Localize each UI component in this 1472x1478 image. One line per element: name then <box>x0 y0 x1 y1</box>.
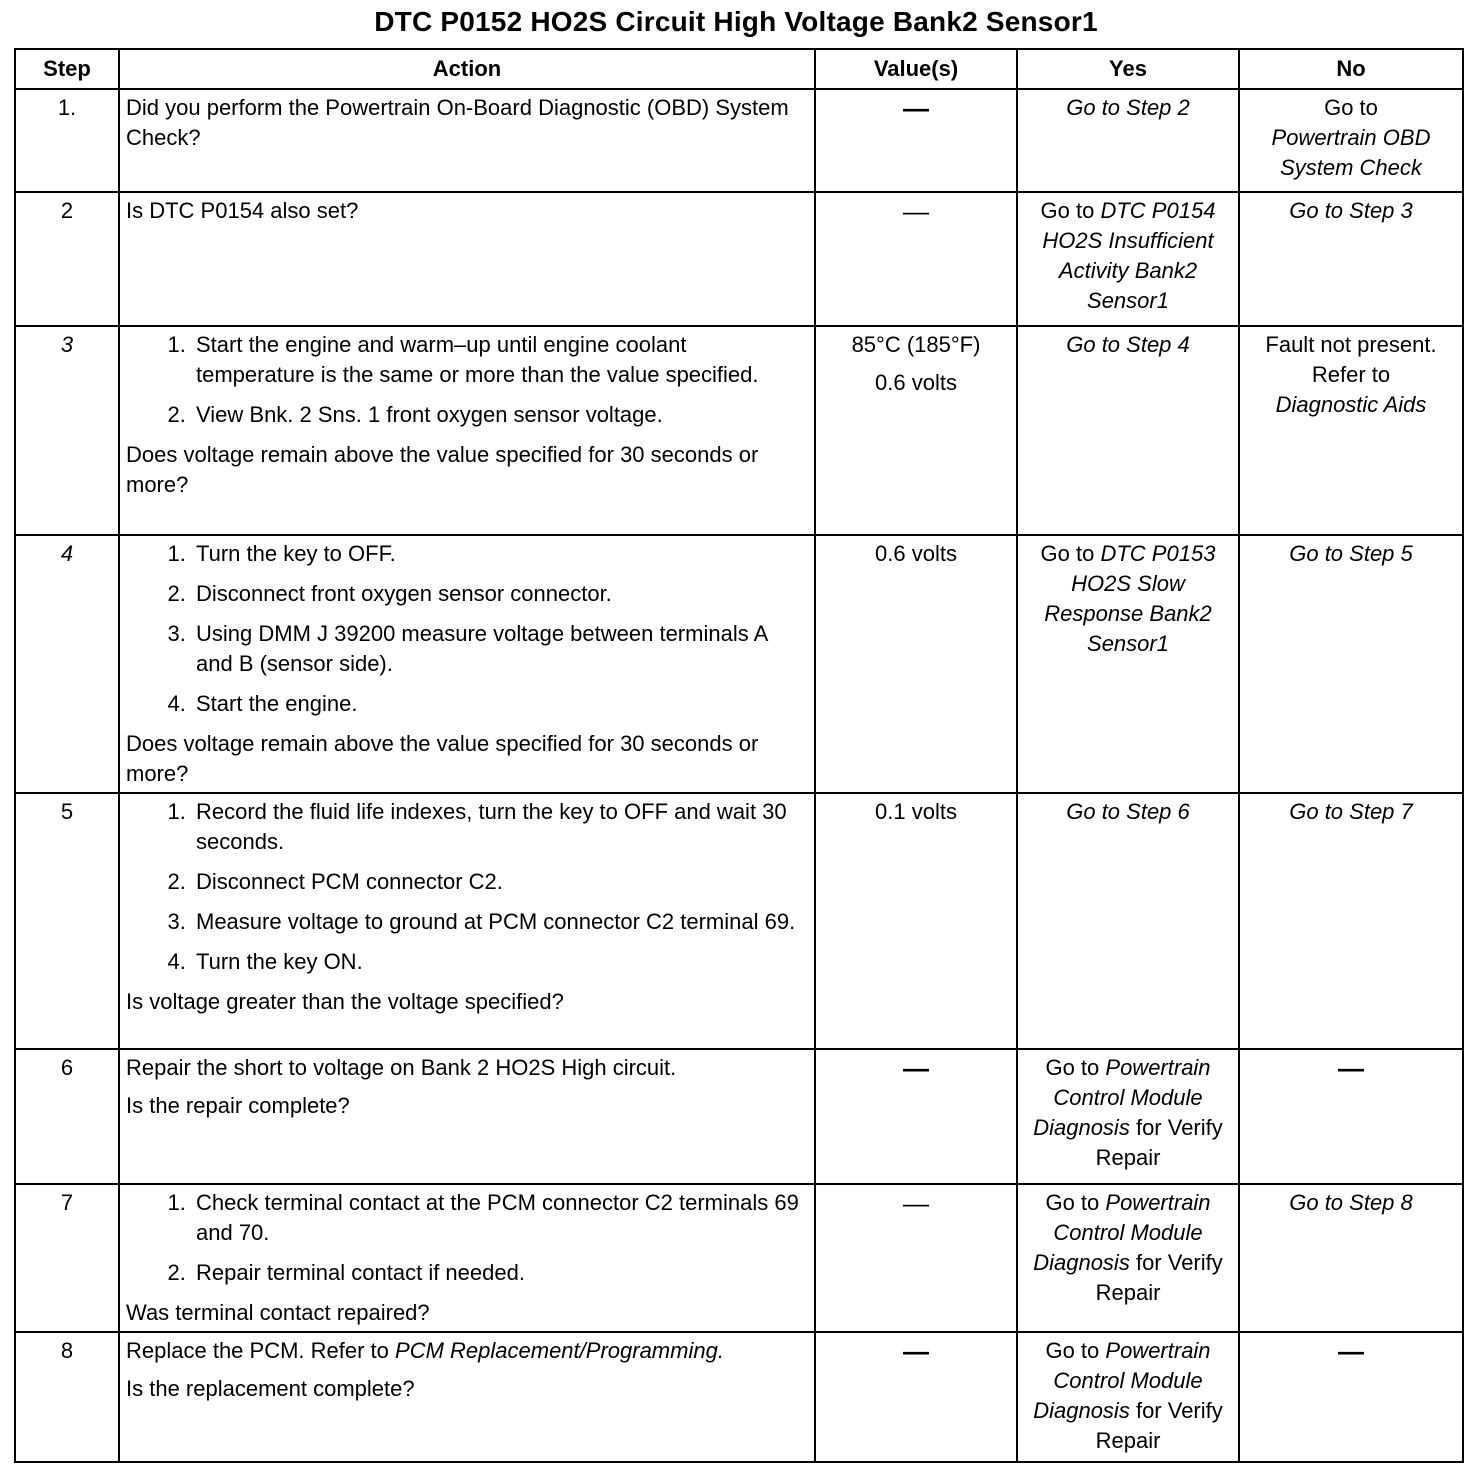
action-text <box>126 1336 808 1366</box>
page-title: DTC P0152 HO2S Circuit High Voltage Bank2 Sensor1 <box>374 6 1098 37</box>
no-dash: — <box>1338 1336 1364 1366</box>
yes-text: Go to <box>1045 1190 1100 1215</box>
no-link[interactable]: Diagnostic Aids <box>1275 392 1427 417</box>
substep: 1. Check terminal contact at the PCM connector C2 terminals 69 and 70. <box>192 1188 808 1248</box>
value-cell <box>815 1332 1017 1462</box>
value-voltage: 0.1 volts <box>875 799 957 824</box>
action-cell <box>119 535 815 793</box>
value-cell <box>815 535 1017 793</box>
substep: 1. Start the engine and warm–up until engine coolant temperature is the same or more than the value specified. <box>192 330 808 390</box>
value-cell <box>815 1184 1017 1332</box>
value-cell <box>815 89 1017 192</box>
action-cell <box>119 192 815 326</box>
substep: 3. Using DMM J 39200 measure voltage between terminals A and B (sensor side). <box>192 619 808 679</box>
table-row-step-5 <box>15 793 1463 1049</box>
action-cell <box>119 1332 815 1462</box>
step-number: 4 <box>15 535 119 793</box>
yes-cell <box>1017 535 1239 793</box>
action-question: Is voltage greater than the voltage specified? <box>126 989 564 1014</box>
substep-list <box>126 797 808 977</box>
yes-link[interactable]: DTC P0153 HO2S Slow Response Bank2 Sensor1 <box>1044 541 1216 656</box>
action-link[interactable]: PCM Replacement/Programming. <box>395 1338 724 1363</box>
substep: 4. Turn the key ON. <box>192 947 808 977</box>
action-cell <box>119 793 815 1049</box>
value-temperature: 85°C (185°F) <box>851 332 981 357</box>
value-dash: — <box>903 1053 929 1083</box>
no-link[interactable]: Go to Step 7 <box>1289 799 1413 824</box>
action-question: Is DTC P0154 also set? <box>126 198 359 223</box>
value-dash: — <box>903 93 929 123</box>
yes-text: Go to <box>1040 541 1095 566</box>
action-question: Is the repair complete? <box>126 1093 350 1118</box>
yes-tail: for Verify Repair <box>1095 1398 1223 1453</box>
yes-cell <box>1017 192 1239 326</box>
no-link[interactable]: Go to Step 3 <box>1289 198 1413 223</box>
value-dash: — <box>903 1336 929 1366</box>
no-text: Fault not present. Refer to <box>1265 332 1437 387</box>
action-question: Did you perform the Powertrain On-Board Diagnostic (OBD) System Check? <box>126 95 789 150</box>
substep-list <box>126 330 808 430</box>
step-number: 3 <box>15 326 119 535</box>
step-number: 7 <box>15 1184 119 1332</box>
step-number: 6 <box>15 1049 119 1184</box>
step-number: 8 <box>15 1332 119 1462</box>
substep-list <box>126 1188 808 1288</box>
no-dash: — <box>1338 1053 1364 1083</box>
no-link[interactable]: Go to Step 5 <box>1289 541 1413 566</box>
no-cell <box>1239 1332 1463 1462</box>
header-step: Step <box>15 49 119 89</box>
value-cell <box>815 1049 1017 1184</box>
step-number: 1. <box>15 89 119 192</box>
action-question: Does voltage remain above the value specified for 30 seconds or more? <box>126 731 759 786</box>
yes-link[interactable]: Powertrain Control Module Diagnosis <box>1033 1190 1211 1275</box>
substep: 3. Measure voltage to ground at PCM connector C2 terminal 69. <box>192 907 808 937</box>
table-row-step-8 <box>15 1332 1463 1462</box>
yes-cell <box>1017 1332 1239 1462</box>
value-dash: — <box>903 1188 929 1218</box>
yes-link[interactable]: Go to Step 2 <box>1066 95 1190 120</box>
yes-text: Go to <box>1045 1055 1100 1080</box>
yes-link[interactable]: DTC P0154 HO2S Insufficient Activity Bank2 Sensor1 <box>1042 198 1216 313</box>
yes-tail: for Verify Repair <box>1095 1250 1223 1305</box>
substep: 1. Turn the key to OFF. <box>192 539 808 569</box>
no-cell <box>1239 89 1463 192</box>
step-number: 2 <box>15 192 119 326</box>
header-no: No <box>1239 49 1463 89</box>
table-row-step-3 <box>15 326 1463 535</box>
value-cell <box>815 192 1017 326</box>
yes-cell <box>1017 326 1239 535</box>
action-cell <box>119 1049 815 1184</box>
no-cell <box>1239 793 1463 1049</box>
table-row-step-2 <box>15 192 1463 326</box>
table-row-step-6 <box>15 1049 1463 1184</box>
substep: 2. Disconnect PCM connector C2. <box>192 867 808 897</box>
substep: 2. Disconnect front oxygen sensor connector. <box>192 579 808 609</box>
no-cell <box>1239 1184 1463 1332</box>
value-dash: — <box>903 196 929 226</box>
yes-tail: for Verify Repair <box>1095 1115 1223 1170</box>
yes-cell <box>1017 1184 1239 1332</box>
no-link[interactable]: Go to Step 8 <box>1289 1190 1413 1215</box>
action-cell <box>119 326 815 535</box>
table-row-step-4 <box>15 535 1463 793</box>
yes-cell <box>1017 1049 1239 1184</box>
value-voltage: 0.6 volts <box>875 370 957 395</box>
substep: 2. View Bnk. 2 Sns. 1 front oxygen sensor voltage. <box>192 400 808 430</box>
table-row-step-1 <box>15 89 1463 192</box>
substep-list <box>126 539 808 719</box>
yes-link[interactable]: Powertrain Control Module Diagnosis <box>1033 1338 1211 1423</box>
value-cell <box>815 793 1017 1049</box>
table-row-step-7 <box>15 1184 1463 1332</box>
substep: 1. Record the fluid life indexes, turn the key to OFF and wait 30 seconds. <box>192 797 808 857</box>
action-cell <box>119 1184 815 1332</box>
diagnostic-table <box>14 48 1464 1463</box>
value-voltage: 0.6 volts <box>875 541 957 566</box>
no-cell <box>1239 326 1463 535</box>
yes-cell <box>1017 89 1239 192</box>
action-question: Is the replacement complete? <box>126 1376 415 1401</box>
action-cell <box>119 89 815 192</box>
no-text: Go to <box>1324 95 1378 120</box>
header-values: Value(s) <box>815 49 1017 89</box>
no-link[interactable]: Powertrain OBD System Check <box>1271 125 1431 180</box>
action-question: Was terminal contact repaired? <box>126 1300 430 1325</box>
yes-text: Go to <box>1045 1338 1100 1363</box>
substep: 4. Start the engine. <box>192 689 808 719</box>
value-cell <box>815 326 1017 535</box>
yes-cell <box>1017 793 1239 1049</box>
yes-link[interactable]: Powertrain Control Module Diagnosis <box>1033 1055 1211 1140</box>
action-question: Does voltage remain above the value specified for 30 seconds or more? <box>126 442 759 497</box>
step-number: 5 <box>15 793 119 1049</box>
yes-link[interactable]: Go to Step 4 <box>1066 332 1190 357</box>
yes-text: Go to <box>1040 198 1095 223</box>
table-header-row <box>15 49 1463 89</box>
header-yes: Yes <box>1017 49 1239 89</box>
no-cell <box>1239 1049 1463 1184</box>
no-cell <box>1239 192 1463 326</box>
header-action: Action <box>119 49 815 89</box>
yes-link[interactable]: Go to Step 6 <box>1066 799 1190 824</box>
action-pre: Replace the PCM. Refer to <box>126 1338 389 1363</box>
no-cell <box>1239 535 1463 793</box>
substep: 2. Repair terminal contact if needed. <box>192 1258 808 1288</box>
action-text: Repair the short to voltage on Bank 2 HO2S High circuit. <box>126 1055 677 1080</box>
